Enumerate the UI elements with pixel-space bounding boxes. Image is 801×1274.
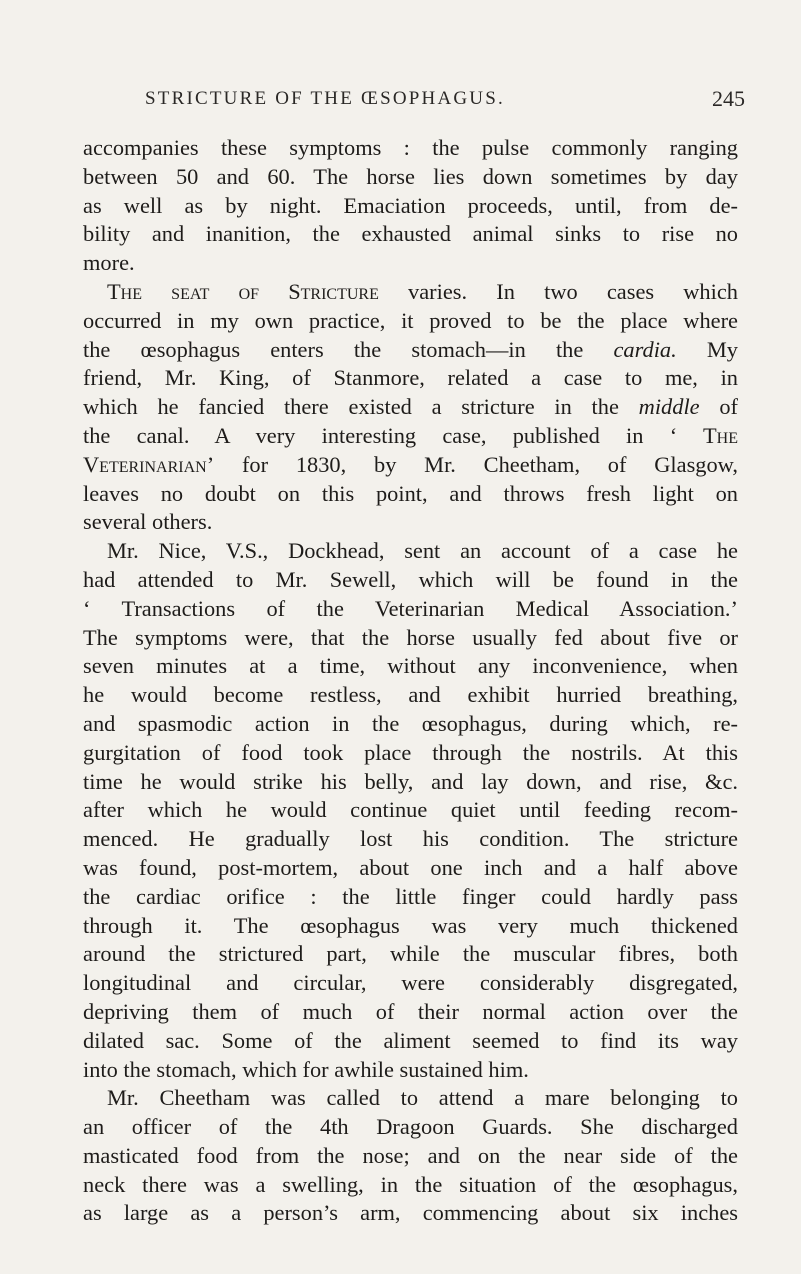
text-line: accompanies these symptoms : the pulse commonly ranging xyxy=(83,135,738,160)
line-tail: My xyxy=(676,336,738,362)
running-header xyxy=(0,88,801,128)
text-line: gurgitation of food took place through the nostrils. At this xyxy=(83,739,738,765)
line-tail: for 1830, by Mr. Cheetham, of Glasgow, xyxy=(241,451,738,477)
text-line: seven minutes at a time, without any inconvenience, when xyxy=(83,653,738,679)
text-line: menced. He gradually lost his condition. The stricture xyxy=(83,826,738,852)
text-line xyxy=(83,336,738,365)
text-line: into the stomach, which for awhile sustained him. xyxy=(83,1056,529,1082)
smallcaps-title: ‘ The xyxy=(669,422,738,448)
text-line: was found, post-mortem, about one inch and a half above xyxy=(83,854,738,880)
text-line: and spasmodic action in the œsophagus, during which, re- xyxy=(83,710,738,736)
text-line: ‘ Transactions of the Veterinarian Medical Association.’ xyxy=(83,595,738,621)
text-line: depriving them of much of their normal action over the xyxy=(83,998,738,1024)
running-title: STRICTURE OF THE ŒSOPHAGUS. xyxy=(145,88,505,109)
text-line: longitudinal and circular, were considerably disgregated, xyxy=(83,970,738,996)
line-head: the œsophagus enters the stomach—in the xyxy=(83,336,584,362)
text-line: more. xyxy=(83,250,135,276)
text-line: time he would strike his belly, and lay down, and rise, &c. xyxy=(83,768,738,794)
smallcaps-heading: The seat of Stricture xyxy=(107,278,379,304)
text-line: friend, Mr. King, of Stanmore, related a case to me, in xyxy=(83,365,738,391)
italic-term: middle xyxy=(638,394,700,420)
text-line: as well as by night. Emaciation proceeds, until, from de- xyxy=(83,192,738,218)
line-head: which he fancied there existed a stricture in the xyxy=(83,394,619,420)
smallcaps-title: Veterinarian’ xyxy=(83,451,215,477)
text-line: dilated sac. Some of the aliment seemed to find its way xyxy=(83,1027,738,1053)
text-line: leaves no doubt on this point, and throws fresh light on xyxy=(83,480,738,506)
text-line: bility and inanition, the exhausted animal sinks to rise no xyxy=(83,221,738,247)
text-line: neck there was a swelling, in the situation of the œsophagus, xyxy=(83,1171,738,1197)
text-line xyxy=(83,393,738,422)
line-head: the canal. A very interesting case, published in xyxy=(83,422,644,448)
text-line xyxy=(83,278,738,307)
page-number: 245 xyxy=(712,86,745,111)
text-line: through it. The œsophagus was very much thickened xyxy=(83,912,738,938)
text-line xyxy=(83,451,738,480)
text-line: between 50 and 60. The horse lies down sometimes by day xyxy=(83,163,738,189)
line-tail: varies. In two cases which xyxy=(408,278,738,304)
body-text xyxy=(83,134,738,1228)
text-line: had attended to Mr. Sewell, which will be found in the xyxy=(83,566,738,592)
text-line: he would become restless, and exhibit hurried breathing, xyxy=(83,682,738,708)
text-line: occurred in my own practice, it proved to be the place where xyxy=(83,307,738,333)
line-tail: of xyxy=(699,394,739,420)
text-line: an officer of the 4th Dragoon Guards. She discharged xyxy=(83,1114,738,1140)
text-line: the cardiac orifice : the little finger could hardly pass xyxy=(83,883,738,909)
italic-term: cardia. xyxy=(613,336,677,362)
text-line: masticated food from the nose; and on the near side of the xyxy=(83,1142,738,1168)
text-line: The symptoms were, that the horse usually fed about five or xyxy=(83,624,738,650)
text-line: Mr. Cheetham was called to attend a mare belonging to xyxy=(107,1085,738,1111)
text-line: Mr. Nice, V.S., Dockhead, sent an account of a case he xyxy=(107,538,738,564)
text-line xyxy=(83,422,738,451)
text-line: around the strictured part, while the muscular fibres, both xyxy=(83,941,738,967)
text-line: after which he would continue quiet until feeding recom- xyxy=(83,797,738,823)
text-line: several others. xyxy=(83,509,213,535)
text-line: as large as a person’s arm, commencing about six inches xyxy=(83,1200,738,1226)
